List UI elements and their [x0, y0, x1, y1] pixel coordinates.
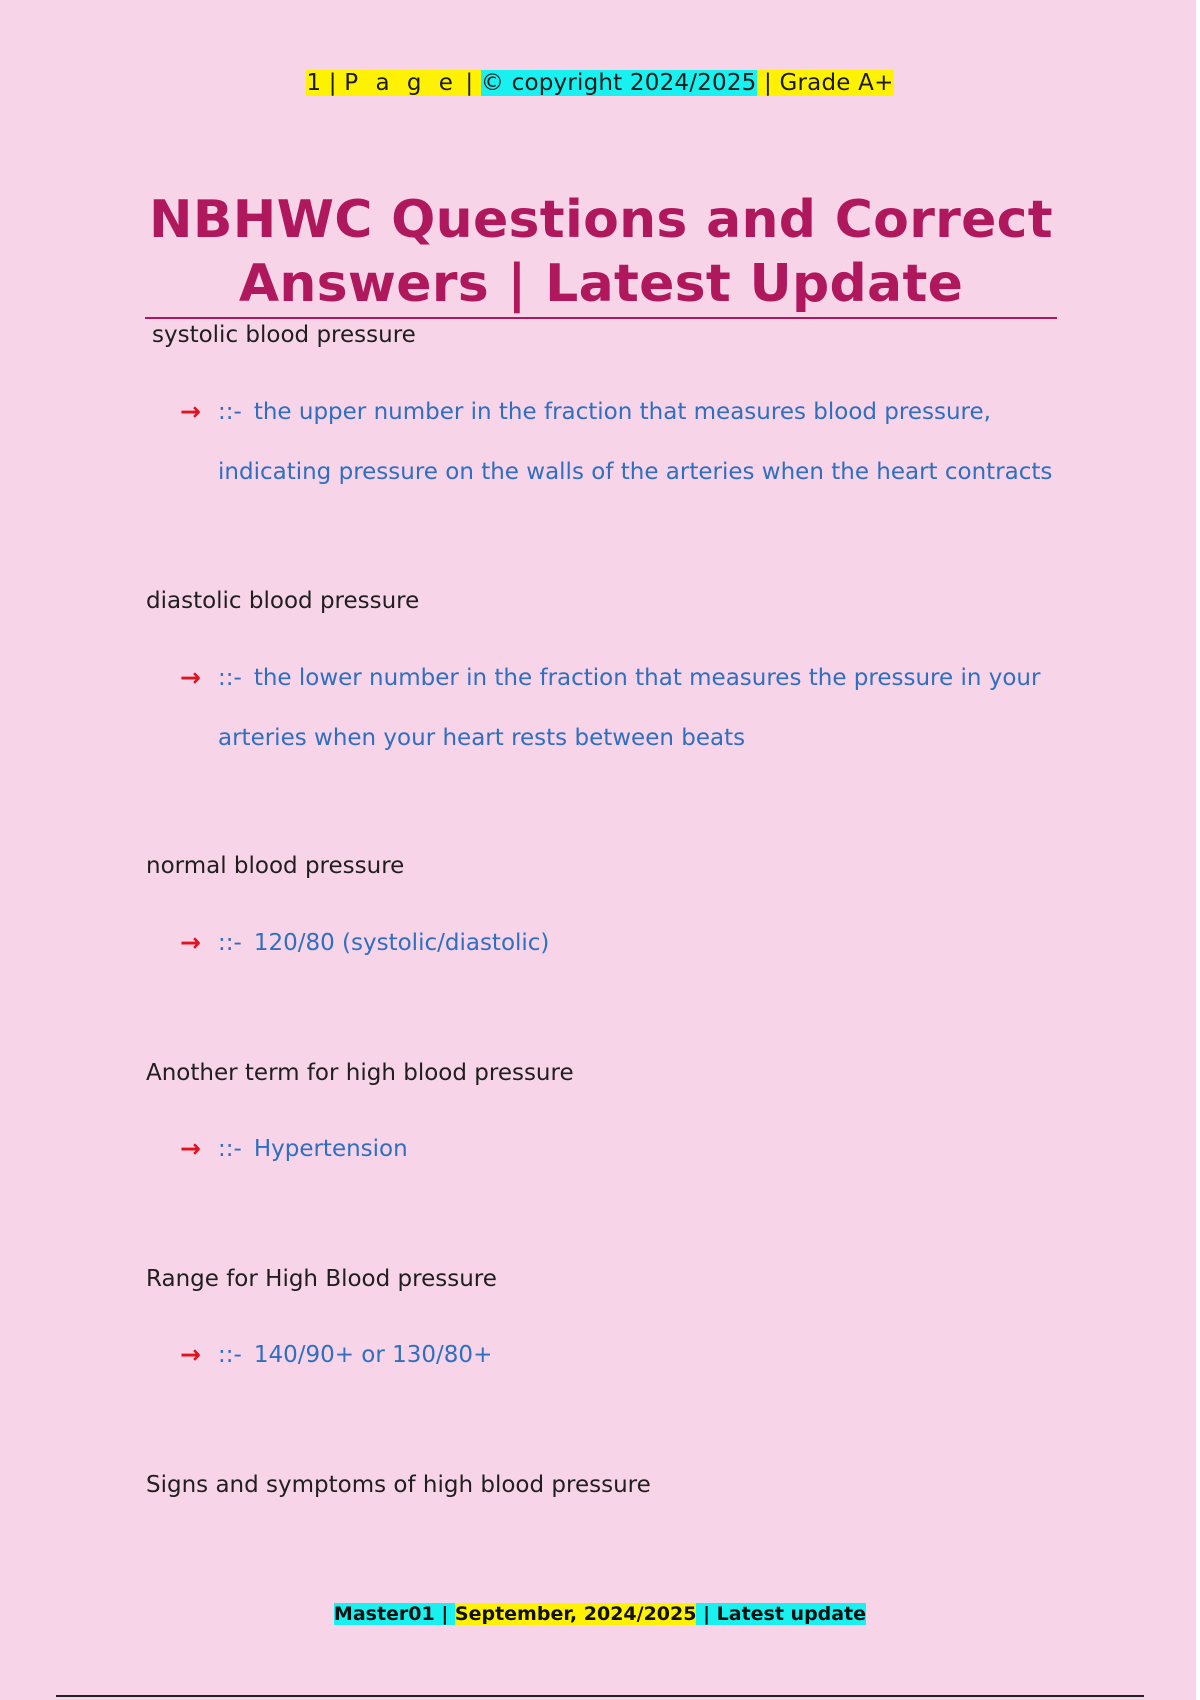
answer-line-text: 140/90+ or 130/80+ — [253, 1342, 493, 1368]
page-header — [0, 70, 1200, 96]
answer-block — [180, 648, 1060, 768]
title-underline — [145, 317, 1057, 319]
footer-sep-1: | — [434, 1603, 455, 1625]
answer-line — [218, 913, 1060, 973]
footer-sep-2: | — [696, 1603, 717, 1625]
answer-line-text: Hypertension — [253, 1136, 408, 1162]
footer-rule — [56, 1695, 1144, 1697]
page-edge — [1196, 0, 1200, 1700]
title-line-2: Answers | Latest Update — [238, 254, 964, 314]
arrow-right-icon: → — [180, 928, 201, 957]
answer-line-text: the upper number in the fraction that measures blood pressure, — [253, 399, 991, 425]
question-text: Signs and symptoms of high blood pressure — [146, 1472, 651, 1498]
question-text: Range for High Blood pressure — [146, 1266, 497, 1292]
footer-note: Latest update — [716, 1603, 867, 1625]
answer-block — [180, 913, 1060, 973]
arrow-right-icon: → — [180, 663, 201, 692]
answer-marker: ::- — [218, 1136, 242, 1162]
question-text: Another term for high blood pressure — [146, 1060, 574, 1086]
header-grade-wrap: | Grade A+ — [756, 70, 894, 96]
document-title — [145, 188, 1057, 316]
answer-line: indicating pressure on the walls of the arteries when the heart contracts — [218, 459, 1053, 485]
answer-block — [180, 1325, 1060, 1385]
question-text: normal blood pressure — [146, 853, 405, 879]
answer-line-text: 120/80 (systolic/diastolic) — [253, 930, 550, 956]
arrow-right-icon: → — [180, 1340, 201, 1369]
arrow-right-icon: → — [180, 397, 201, 426]
answer-line — [218, 382, 1060, 442]
footer-author: Master01 — [333, 1603, 435, 1625]
question-text: diastolic blood pressure — [146, 588, 420, 614]
answer-line — [218, 1325, 1060, 1385]
answer-block — [180, 382, 1060, 502]
answer-marker: ::- — [218, 399, 242, 425]
answer-line-text: the lower number in the fraction that measures the pressure in your — [253, 665, 1041, 691]
arrow-right-icon: → — [180, 1134, 201, 1163]
answer-block — [180, 1119, 1060, 1179]
answer-line: arteries when your heart rests between beats — [218, 725, 746, 751]
footer-date: September, 2024/2025 — [454, 1603, 697, 1625]
answer-line — [218, 1119, 1060, 1179]
title-line-1: NBHWC Questions and Correct — [149, 190, 1053, 250]
answer-marker: ::- — [218, 930, 242, 956]
copyright-text: © copyright 2024/2025 — [480, 70, 757, 96]
page-footer — [0, 1603, 1200, 1625]
page-word: P a g e — [344, 70, 458, 96]
grade-text: Grade A+ — [779, 70, 894, 96]
header-page-label: 1 | P a g e | — [306, 70, 481, 96]
answer-line — [218, 648, 1060, 708]
question-text: systolic blood pressure — [152, 322, 416, 348]
answer-marker: ::- — [218, 665, 242, 691]
page-number: 1 — [306, 70, 322, 96]
answer-marker: ::- — [218, 1342, 242, 1368]
